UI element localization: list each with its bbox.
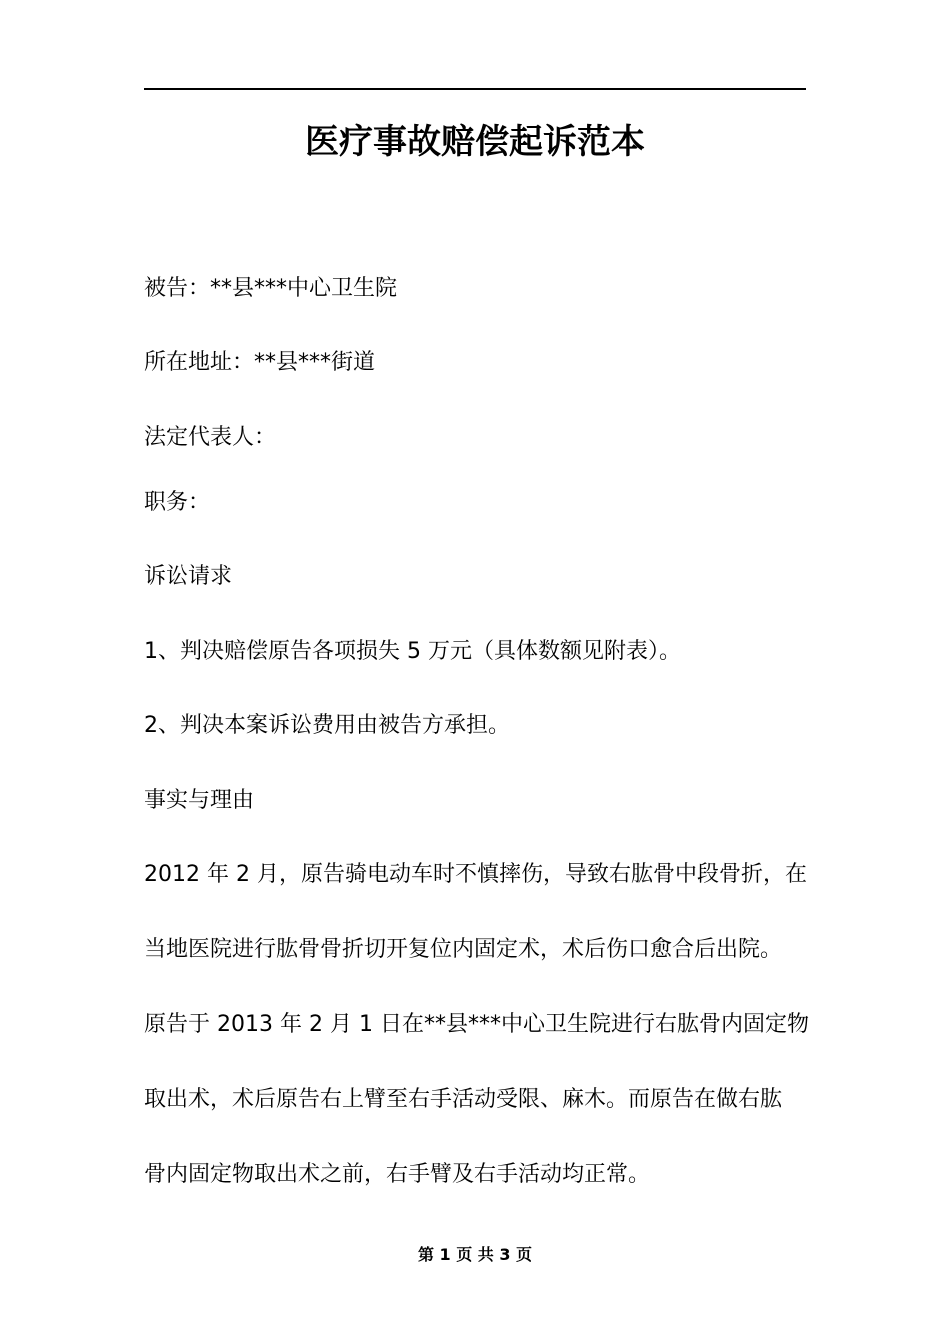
position-line: 职务： [144,490,211,515]
body-text-line: 取出术，术后原告右上臂至右手活动受限、麻木。而原告在做右肱 [144,1087,783,1112]
body-text-line: 当地医院进行肱骨骨折切开复位内固定术，术后伤口愈合后出院。 [144,937,783,962]
claim-item-1: 1、判决赔偿原告各项损失 5 万元（具体数额见附表）。 [144,639,681,664]
claims-heading: 诉讼请求 [144,564,233,589]
address-line: 所在地址：**县***街道 [144,350,376,375]
legal-representative-line: 法定代表人： [144,425,277,450]
body-text-line: 2012 年 2 月，原告骑电动车时不慎摔伤，导致右肱骨中段骨折，在 [144,862,807,887]
body-text-line: 原告于 2013 年 2 月 1 日在**县***中心卫生院进行右肱骨内固定物 [144,1012,809,1037]
document-title: 医疗事故赔偿起诉范本 [305,122,645,162]
header-rule [144,88,806,90]
page-number: 第 1 页 共 3 页 [417,1245,533,1264]
body-text-line: 骨内固定物取出术之前，右手臂及右手活动均正常。 [144,1162,651,1187]
defendant-line: 被告：**县***中心卫生院 [144,276,398,301]
facts-heading: 事实与理由 [144,788,255,813]
claim-item-2: 2、判决本案诉讼费用由被告方承担。 [144,713,510,738]
